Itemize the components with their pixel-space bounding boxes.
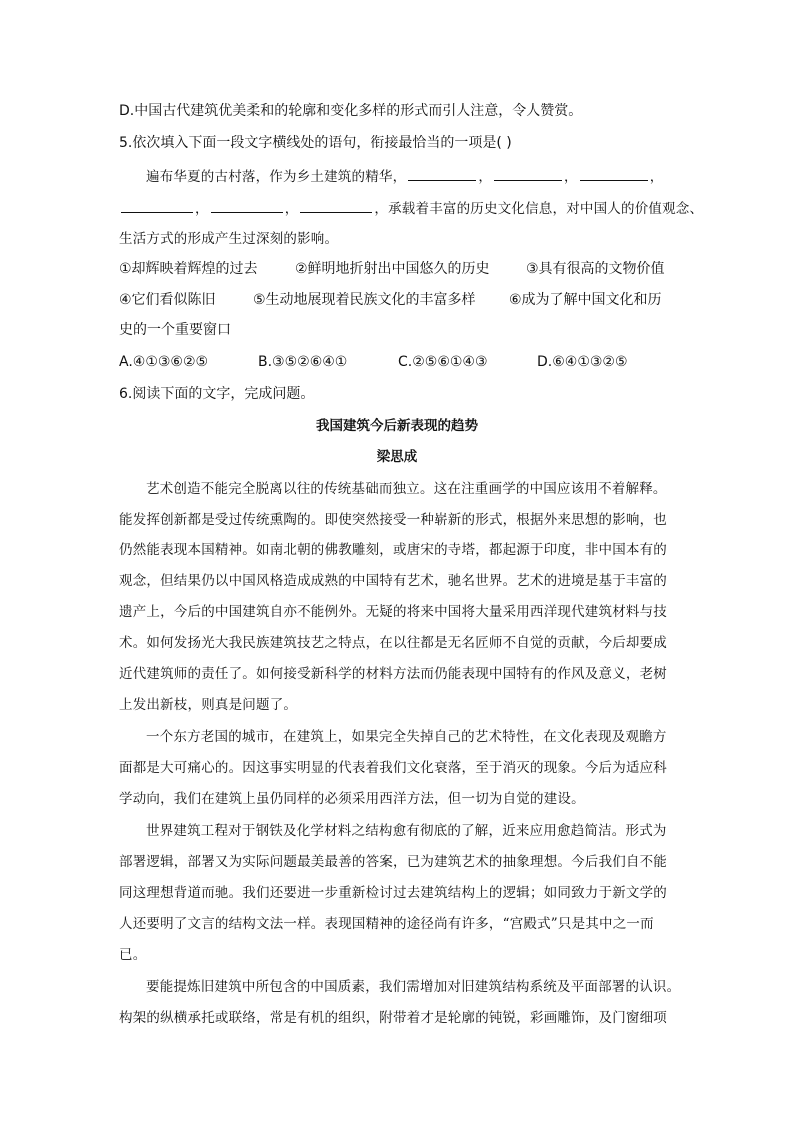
q5-choices: [119, 352, 628, 372]
q5-items-row2: [119, 290, 662, 310]
article-line: 面都是大可痛心的。因这事实明显的代表着我们文化衰落，至于消灭的现象。今后为适应科: [119, 760, 667, 776]
q6-stem: 6.阅读下面的文字，完成问题。: [119, 386, 315, 402]
article-line: 学动向，我们在建筑上虽仍同样的必须采用西洋方法，但一切为自觉的建设。: [119, 791, 585, 807]
article-line: 观念，但结果仍以中国风格造成成熟的中国特有艺术，驰名世界。艺术的进境是基于丰富的: [119, 573, 667, 589]
article-line: 一个东方老国的城市，在建筑上，如果完全失掉自己的艺术特性，在文化表现及观瞻方: [146, 729, 667, 745]
q4-option-d: D.中国古代建筑优美柔和的轮廓和变化多样的形式而引人注意，令人赞赏。: [119, 103, 583, 119]
article-line: 部署逻辑，部署又为实际问题最美最善的答案，已为建筑艺术的抽象理想。今后我们自不能: [119, 854, 667, 870]
answer-blank: [580, 166, 648, 181]
q5-items-row1: [119, 259, 665, 279]
answer-blank: [408, 166, 476, 181]
answer-blank: [300, 198, 372, 213]
q5-passage-sep: ，: [564, 169, 578, 185]
choice-d: D.⑥④①③②⑤: [537, 354, 628, 370]
q5-item: ⑥成为了解中国文化和历: [509, 292, 662, 308]
article-line: 要能提炼旧建筑中所包含的中国质素，我们需增加对旧建筑结构系统及平面部署的认识。: [146, 979, 681, 995]
article-line: 人还要明了文言的结构文法一样。表现国精神的途径尚有许多，“宫殿式”只是其中之一而: [119, 916, 654, 932]
article-title: 我国建筑今后新表现的趋势: [316, 418, 478, 434]
answer-blank: [211, 198, 283, 213]
answer-blank: [494, 166, 562, 181]
article-line: 术。如何发扬光大我民族建筑技艺之特点，在以往都是无名匠师不自觉的贡献，今后却要成: [119, 635, 667, 651]
q5-passage-sep: ，: [284, 201, 299, 217]
choice-c: C.②⑤⑥①④③: [398, 354, 488, 370]
article-line: 上发出新枝，则真是问题了。: [119, 697, 298, 713]
q5-passage-line1: [146, 166, 663, 187]
q5-passage-sep: ，: [649, 169, 664, 185]
q5-passage-line1-start: 遍布华夏的古村落，作为乡土建筑的精华，: [146, 169, 407, 185]
q5-passage-line2: [119, 198, 703, 219]
article-line: 遗产上，今后的中国建筑自亦不能例外。无疑的将来中国将大量采用西洋现代建筑材料与技: [119, 604, 667, 620]
q5-passage-line3: 生活方式的形成产生过深刻的影响。: [119, 231, 339, 247]
article-line: 同这理想背道而驰。我们还要进一步重新检讨过去建筑结构上的逻辑；如同致力于新文学的: [119, 885, 667, 901]
answer-blank: [121, 198, 193, 213]
q5-passage-line2-end: ，承载着丰富的历史文化信息，对中国人的价值观念、: [374, 201, 704, 217]
choice-a: A.④①③⑥②⑤: [119, 354, 209, 370]
q5-stem: 5.依次填入下面一段文字横线处的语句，衔接最恰当的一项是( ): [119, 135, 512, 151]
q5-item: ③具有很高的文物价值: [526, 261, 665, 277]
q5-passage-sep: ，: [478, 169, 493, 185]
article-line: 世界建筑工程对于钢铁及化学材料之结构愈有彻底的了解，近来应用愈趋简洁。形式为: [146, 823, 667, 839]
q5-item: ②鲜明地折射出中国悠久的历史: [295, 261, 490, 277]
q5-item: ⑤生动地展现着民族文化的丰富多样: [253, 292, 476, 308]
q5-item: ④它们看似陈旧: [119, 292, 216, 308]
q5-item-continued: 史的一个重要窗口: [119, 322, 231, 338]
article-line: 仍然能表现本国精神。如南北朝的佛教雕刻，或唐宋的寺塔，都起源于印度，非中国本有的: [119, 542, 667, 558]
article-author: 梁思成: [376, 449, 418, 465]
article-line: 能发挥创新都是受过传统熏陶的。即使突然接受一种崭新的形式，根据外来思想的影响，也: [119, 512, 667, 528]
article-line: 近代建筑师的责任了。如何接受新科学的材料方法而仍能表现中国特有的作风及意义，老树: [119, 666, 667, 682]
q5-item: ①却辉映着辉煌的过去: [119, 261, 258, 277]
article-line: 艺术创造不能完全脱离以往的传统基础而独立。这在注重画学的中国应该用不着解释。: [146, 481, 667, 497]
article-line: 构架的纵横承托或联络，常是有机的组织，附带着才是轮廓的钝锐，彩画雕饰，及门窗细项: [119, 1010, 667, 1026]
article-line: 已。: [119, 947, 147, 963]
choice-b: B.③⑤②⑥④①: [258, 354, 348, 370]
q5-passage-sep: ，: [195, 201, 209, 217]
